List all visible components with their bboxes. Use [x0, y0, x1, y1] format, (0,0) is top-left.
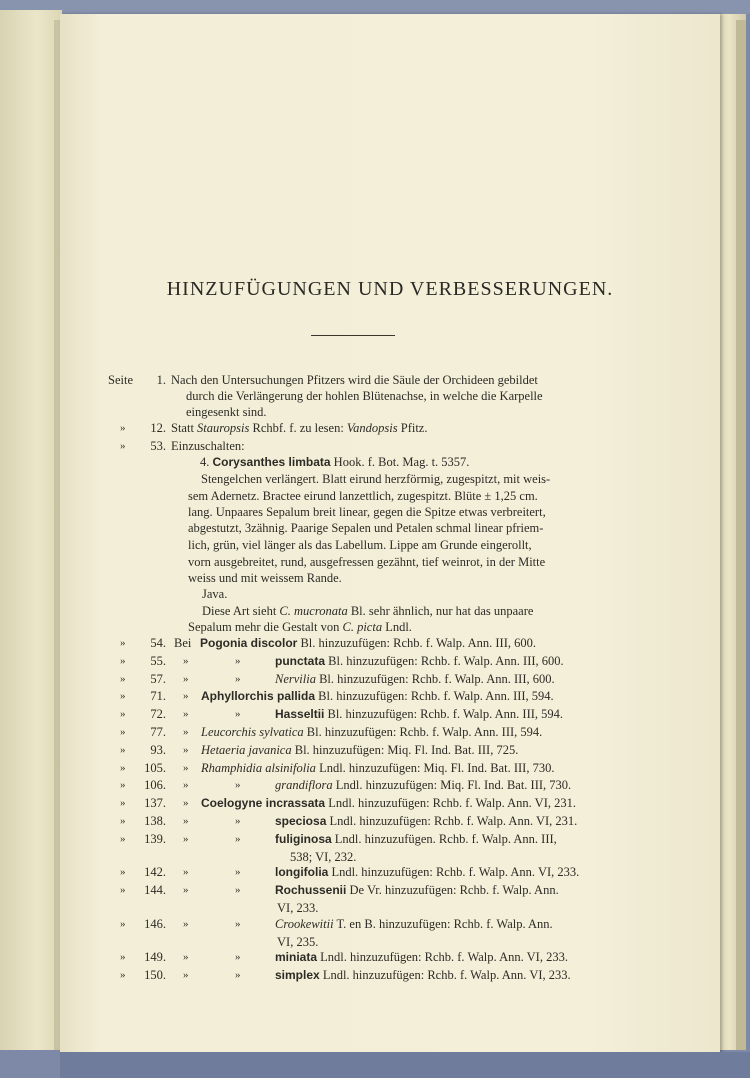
- row-species-bold: miniata: [275, 950, 318, 964]
- species-name: Corysanthes limbata: [212, 455, 331, 469]
- row-ditto-1: »: [183, 673, 189, 685]
- row-number: 93.: [150, 743, 166, 757]
- row-species-italic: Crookewitii: [275, 917, 334, 931]
- row-number: 142.: [144, 865, 166, 879]
- row-species-italic: Leucorchis sylvatica: [201, 725, 304, 739]
- row-number: 54.: [150, 636, 166, 650]
- row-number: 55.: [150, 654, 166, 668]
- ditto-mark: »: [120, 690, 126, 702]
- entry-text: Einzuschalten:: [171, 439, 245, 453]
- row-ditto-1: »: [183, 655, 189, 667]
- entry-text: durch die Verlängerung der hohlen Blütenachse, in welche die Karpelle: [186, 389, 543, 403]
- title-rule: [311, 335, 395, 336]
- row-text: [275, 949, 568, 965]
- row-text: [201, 760, 554, 776]
- row-reference: Lndl. hinzuzufügen: Miq. Fl. Ind. Bat. III, 730.: [332, 778, 572, 792]
- row-reference: Bl. hinzuzufügen: Rchb. f. Walp. Ann. III, 594.: [324, 707, 564, 721]
- row-reference: Lndl. hinzuzufügen: Rchb. f. Walp. Ann. VI, 231.: [326, 814, 578, 828]
- row-species-bold: longifolia: [275, 865, 329, 879]
- ditto-mark: »: [120, 866, 126, 878]
- entry-number: 12.: [150, 421, 166, 435]
- left-page: [0, 10, 62, 1050]
- row-text: [275, 882, 559, 898]
- ditto-mark: »: [120, 422, 126, 434]
- row-text: [275, 813, 577, 829]
- row-ditto-1: »: [183, 708, 189, 720]
- row-number: 146.: [144, 917, 166, 931]
- row-continuation-text: VI, 233.: [277, 901, 319, 915]
- row-continuation-text: 538; VI, 232.: [290, 850, 357, 864]
- ditto-mark: »: [120, 726, 126, 738]
- row-species-bold: Pogonia discolor: [200, 636, 298, 650]
- row-species-bold: speciosa: [275, 814, 327, 828]
- row-ditto-2: »: [235, 815, 241, 827]
- row-ditto-1: »: [183, 744, 189, 756]
- row-text: [275, 864, 579, 880]
- row-number: 138.: [144, 814, 166, 828]
- row-text: [201, 724, 542, 740]
- row-ditto-1: »: [183, 951, 189, 963]
- row-ditto-1: Bei: [174, 636, 192, 650]
- entry-text: Statt Stauropsis Rchbf. f. zu lesen: Vandopsis Pfitz.: [171, 421, 428, 435]
- entry-number: 53.: [150, 439, 166, 453]
- row-species-italic: Nervilia: [275, 672, 316, 686]
- row-species-bold: fuliginosa: [275, 832, 332, 846]
- row-reference: Bl. hinzuzufügen: Rchb. f. Walp. Ann. III, 600.: [315, 672, 555, 686]
- row-ditto-2: »: [235, 833, 241, 845]
- book-cover-top: [0, 0, 750, 14]
- row-ditto-2: »: [235, 708, 241, 720]
- row-reference: Bl. hinzuzufügen: Rchb. f. Walp. Ann. III, 594.: [303, 725, 543, 739]
- ditto-mark: »: [120, 797, 126, 809]
- row-text: [275, 916, 553, 932]
- row-species-bold: Coelogyne incrassata: [201, 796, 326, 810]
- row-text: [200, 635, 536, 651]
- row-ditto-2: »: [235, 918, 241, 930]
- row-reference: Lndl. hinzuzufügen: Rchb. f. Walp. Ann. VI, 233.: [319, 968, 571, 982]
- ditto-mark: »: [120, 815, 126, 827]
- entry-number: 1.: [156, 373, 166, 387]
- page-stack-edge-shadow: [736, 20, 746, 1050]
- ditto-mark: »: [120, 708, 126, 720]
- ditto-mark: »: [120, 779, 126, 791]
- row-ditto-2: »: [235, 969, 241, 981]
- row-reference: De Vr. hinzuzufügen: Rchb. f. Walp. Ann.: [346, 883, 559, 897]
- ditto-mark: »: [120, 440, 126, 452]
- page-title: HINZUFÜGUNGEN UND VERBESSERUNGEN.: [166, 278, 614, 300]
- ditto-mark: »: [120, 969, 126, 981]
- ditto-mark: »: [120, 744, 126, 756]
- row-text: [201, 795, 576, 811]
- entry-text: eingesenkt sind.: [186, 405, 267, 419]
- row-reference: Lndl. hinzuzufügen: Miq. Fl. Ind. Bat. III, 730.: [315, 761, 555, 775]
- ditto-mark: »: [120, 951, 126, 963]
- row-ditto-2: »: [235, 884, 241, 896]
- row-ditto-1: »: [183, 918, 189, 930]
- row-ditto-1: »: [183, 969, 189, 981]
- row-text: [275, 706, 563, 722]
- row-reference: Lndl. hinzuzufügen. Rchb. f. Walp. Ann. III,: [331, 832, 557, 846]
- row-number: 77.: [150, 725, 166, 739]
- row-species-bold: punctata: [275, 654, 326, 668]
- row-species-italic: Hetaeria javanica: [201, 743, 292, 757]
- row-ditto-2: »: [235, 779, 241, 791]
- row-reference: Bl. hinzuzufügen: Miq. Fl. Ind. Bat. III, 725.: [291, 743, 519, 757]
- row-reference: Lndl. hinzuzufügen: Rchb. f. Walp. Ann. VI, 233.: [317, 950, 568, 964]
- row-ditto-1: »: [183, 866, 189, 878]
- row-number: 137.: [144, 796, 166, 810]
- row-number: 150.: [144, 968, 166, 982]
- row-text: [201, 688, 554, 704]
- row-number: 144.: [144, 883, 166, 897]
- row-species-italic: grandiflora: [275, 778, 333, 792]
- row-number: 139.: [144, 832, 166, 846]
- row-reference: Bl. hinzuzufügen: Rchb. f. Walp. Ann. III, 594.: [315, 689, 554, 703]
- row-text: [275, 653, 564, 669]
- row-ditto-1: »: [183, 779, 189, 791]
- row-species-bold: Hasseltii: [275, 707, 325, 721]
- row-number: 149.: [144, 950, 166, 964]
- row-ditto-2: »: [235, 673, 241, 685]
- row-ditto-2: »: [235, 866, 241, 878]
- row-continuation-text: VI, 235.: [277, 935, 319, 949]
- ditto-mark: »: [120, 918, 126, 930]
- seite-label: Seite: [108, 373, 133, 387]
- row-ditto-2: »: [235, 655, 241, 667]
- row-number: 71.: [150, 689, 166, 703]
- row-text: [275, 671, 555, 687]
- row-ditto-1: »: [183, 797, 189, 809]
- row-reference: Bl. hinzuzufügen: Rchb. f. Walp. Ann. III, 600.: [325, 654, 564, 668]
- row-ditto-1: »: [183, 726, 189, 738]
- row-reference: T. en B. hinzuzufügen: Rchb. f. Walp. Ann.: [333, 917, 553, 931]
- row-ditto-1: »: [183, 833, 189, 845]
- ditto-mark: »: [120, 833, 126, 845]
- ditto-mark: »: [120, 673, 126, 685]
- row-text: [275, 777, 571, 793]
- row-ditto-2: »: [235, 951, 241, 963]
- row-number: 72.: [150, 707, 166, 721]
- row-number: 105.: [144, 761, 166, 775]
- ditto-mark: »: [120, 762, 126, 774]
- row-reference: Lndl. hinzuzufügen: Rchb. f. Walp. Ann. VI, 231.: [325, 796, 576, 810]
- entry-text: Nach den Untersuchungen Pfitzers wird die Säule der Orchideen gebildet: [171, 373, 538, 387]
- row-species-bold: Rochussenii: [275, 883, 347, 897]
- ditto-mark: »: [120, 884, 126, 896]
- row-number: 106.: [144, 778, 166, 792]
- row-text: [275, 967, 571, 983]
- row-number: 57.: [150, 672, 166, 686]
- row-text: [201, 742, 518, 758]
- row-ditto-1: »: [183, 815, 189, 827]
- row-species-italic: Rhamphidia alsinifolia: [201, 761, 316, 775]
- ditto-mark: »: [120, 655, 126, 667]
- row-reference: Lndl. hinzuzufügen: Rchb. f. Walp. Ann. VI, 233.: [328, 865, 580, 879]
- row-ditto-1: »: [183, 762, 189, 774]
- row-species-bold: Aphyllorchis pallida: [201, 689, 316, 703]
- row-ditto-1: »: [183, 884, 189, 896]
- row-ditto-1: »: [183, 690, 189, 702]
- row-reference: Bl. hinzuzufügen: Rchb. f. Walp. Ann. III, 600.: [297, 636, 536, 650]
- row-species-bold: simplex: [275, 968, 320, 982]
- book-cover-bottom: [60, 1052, 750, 1078]
- ditto-mark: »: [120, 637, 126, 649]
- row-text: [275, 831, 557, 847]
